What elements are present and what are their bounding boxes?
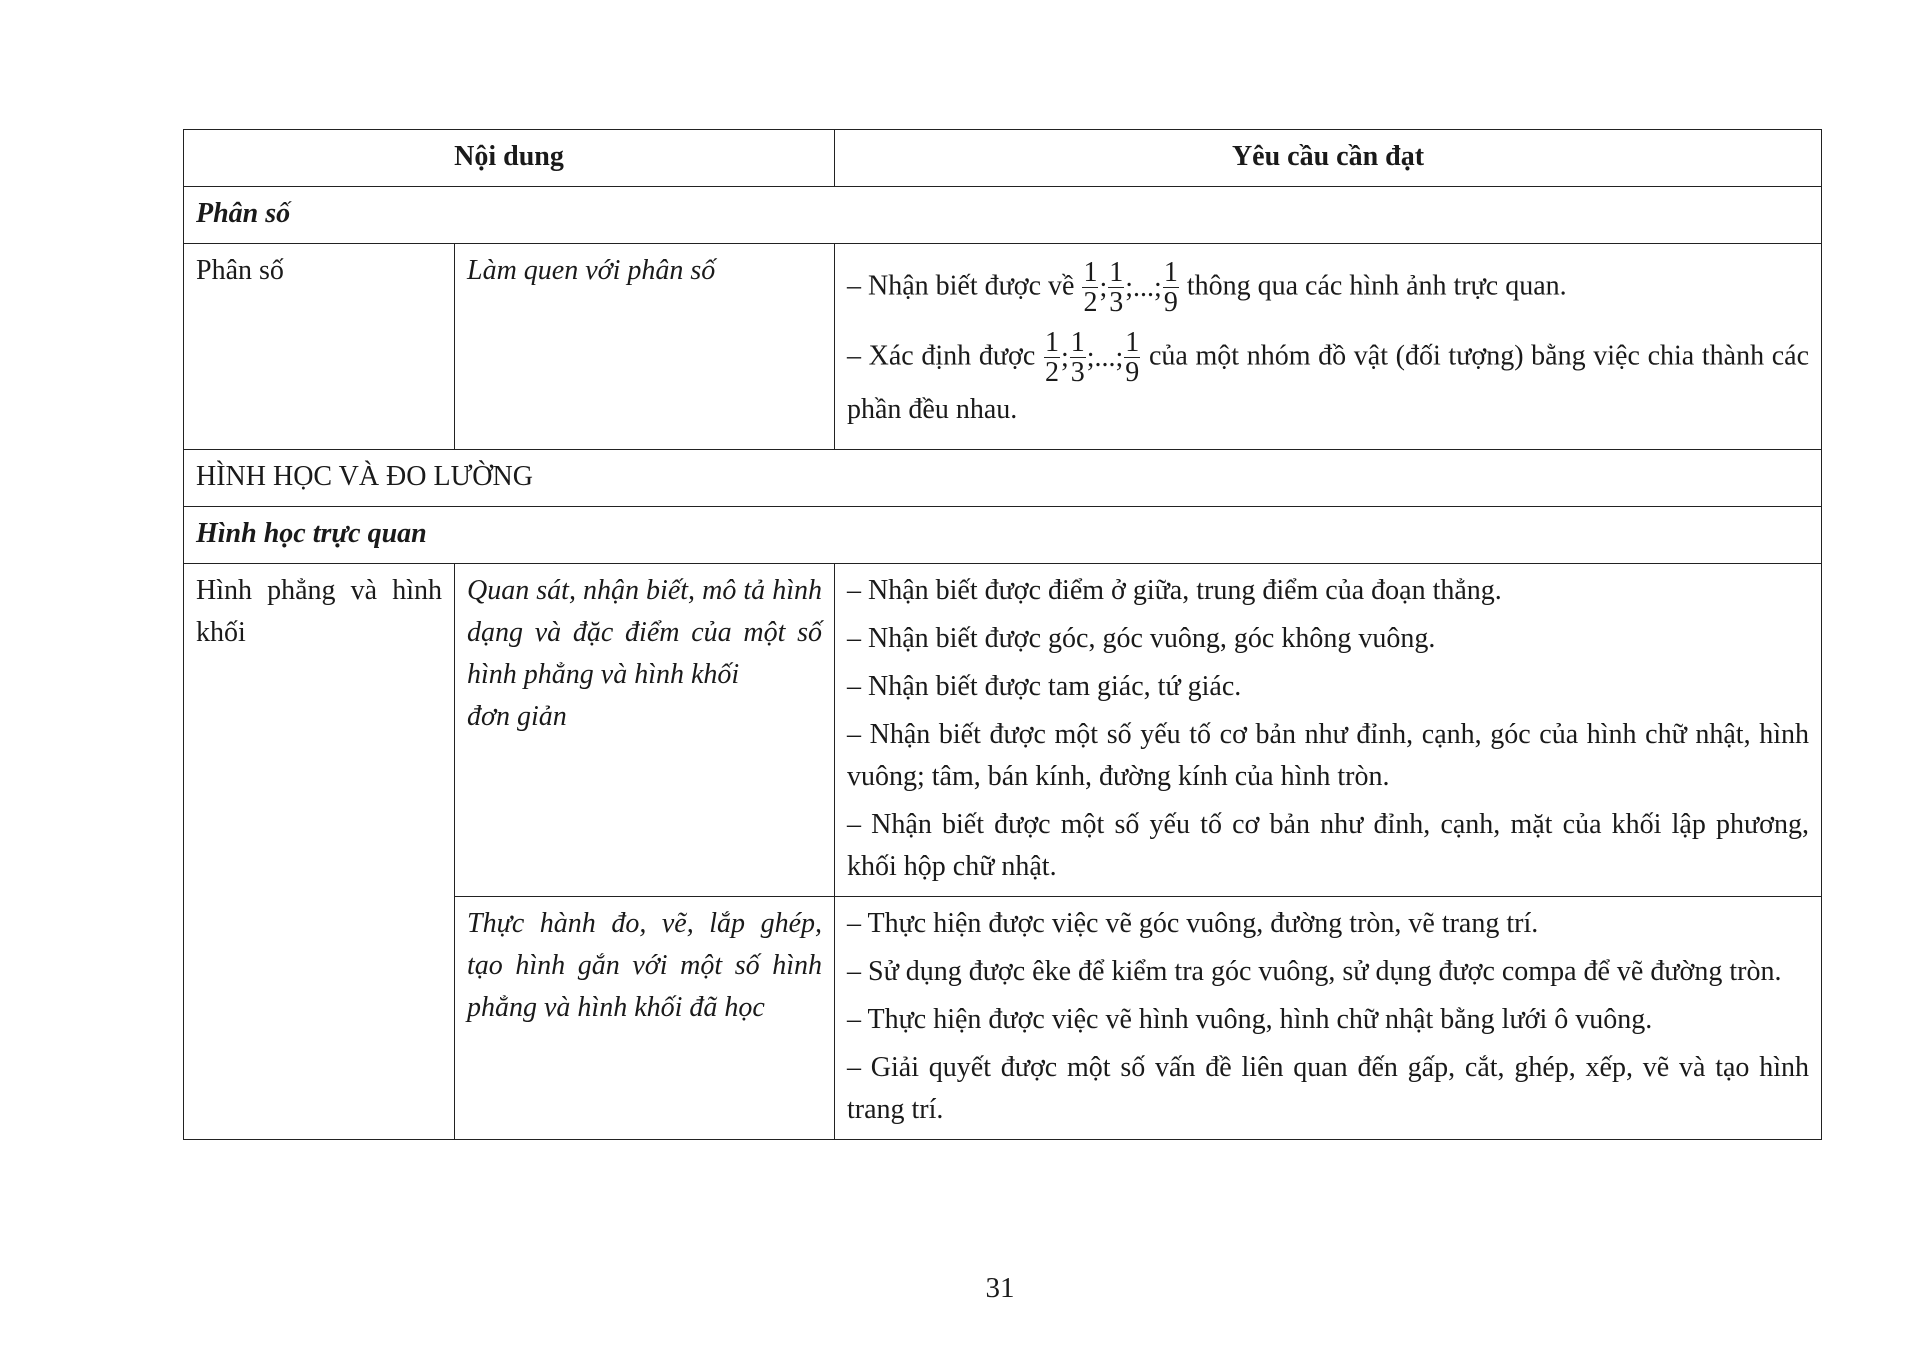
- requirement-text: thông qua các hình ảnh trực quan.: [1186, 270, 1567, 302]
- requirement-cell-practice: [835, 896, 1822, 1139]
- requirement-cell-observe: [835, 563, 1822, 896]
- section-row-fraction: [184, 187, 1822, 244]
- fraction-ellipsis: ...: [1133, 272, 1155, 304]
- fraction-one-half: [1082, 258, 1098, 318]
- section-row-geometry: [184, 449, 1822, 506]
- fraction-numerator: 1: [1163, 257, 1178, 288]
- subtopic-cell-practice: Thực hành đo, vẽ, lắp ghép, tạo hình gắn với một số hình phẳng và hình khối đã học: [455, 896, 835, 1139]
- fraction-denominator: 3: [1070, 357, 1085, 389]
- requirement-line: – Thực hiện được việc vẽ góc vuông, đường tròn, vẽ trang trí.: [847, 907, 1539, 939]
- requirement-line: – Thực hiện được việc vẽ hình vuông, hình chữ nhật bằng lưới ô vuông.: [847, 1003, 1653, 1035]
- fraction-separator: ;: [1060, 341, 1069, 373]
- subtopic-text: đơn giản: [467, 700, 567, 732]
- fraction-denominator: 9: [1125, 357, 1140, 389]
- requirement-line: – Nhận biết được một số yếu tố cơ bản như đỉnh, cạnh, mặt của khối lập phương, khối hộp chữ nhật.: [847, 808, 1809, 882]
- table-row-shapes-observe: [184, 563, 1822, 896]
- requirement-text: của một nhóm đồ vật (đối tượng) bằng việc chia thành các phần đều nhau.: [847, 340, 1810, 425]
- requirement-line: – Sử dụng được êke để kiểm tra góc vuông, sử dụng được compa để vẽ đường tròn.: [847, 955, 1782, 987]
- table-row-fraction: [184, 244, 1822, 450]
- requirement-line: – Giải quyết được một số vấn đề liên quan đến gấp, cắt, ghép, xếp, vẽ và tạo hình trang trí.: [847, 1051, 1809, 1125]
- requirement-line-identify-fractions: [847, 328, 1809, 431]
- requirement-line: – Nhận biết được một số yếu tố cơ bản như đỉnh, cạnh, góc của hình chữ nhật, hình vuông; tâm, bán kính, đường kính của hình tròn.: [847, 718, 1809, 792]
- requirement-text: – Xác định được: [847, 340, 1036, 372]
- requirement-line: – Nhận biết được góc, góc vuông, góc không vuông.: [847, 622, 1436, 654]
- subtopic-cell-observe: [455, 563, 835, 896]
- fraction-one-half: [1044, 328, 1060, 388]
- fraction-separator: ;: [1115, 341, 1124, 373]
- fraction-one-ninth: [1163, 258, 1179, 318]
- section-title-geometry: HÌNH HỌC VÀ ĐO LƯỜNG: [184, 449, 1822, 506]
- section-title-fraction: Phân số: [184, 187, 1822, 244]
- fraction-denominator: 3: [1109, 287, 1124, 319]
- fraction-separator: ;: [1086, 341, 1095, 373]
- page-number: 31: [985, 1272, 1015, 1304]
- fraction-denominator: 2: [1044, 357, 1059, 389]
- subtopic-text: Quan sát, nhận biết, mô tả hình dạng và đặc điểm của một số hình phẳng và hình khối: [467, 574, 822, 690]
- requirement-text: – Nhận biết được về: [847, 270, 1075, 302]
- topic-cell-fraction: Phân số: [184, 244, 455, 450]
- fraction-separator: ;: [1154, 272, 1162, 304]
- fraction-numerator: 1: [1109, 257, 1124, 288]
- fraction-separator: ;: [1125, 272, 1134, 304]
- fraction-numerator: 1: [1083, 257, 1098, 288]
- section-title-visual-geometry: Hình học trực quan: [184, 506, 1822, 563]
- header-content: Nội dung: [184, 130, 835, 187]
- fraction-separator: ;: [1099, 272, 1108, 304]
- header-requirement: Yêu cầu cần đạt: [835, 130, 1822, 187]
- fraction-ellipsis: ...: [1094, 341, 1116, 373]
- requirement-line-recognize-fractions: [847, 258, 1809, 318]
- curriculum-table: [183, 129, 1822, 1140]
- requirement-line: – Nhận biết được điểm ở giữa, trung điểm của đoạn thẳng.: [847, 574, 1502, 606]
- fraction-one-third: [1108, 258, 1124, 318]
- fraction-numerator: 1: [1070, 326, 1085, 358]
- fraction-one-ninth: [1124, 328, 1140, 388]
- requirement-cell-fraction: [835, 244, 1822, 450]
- requirement-line: – Nhận biết được tam giác, tứ giác.: [847, 670, 1242, 702]
- fraction-denominator: 9: [1163, 287, 1178, 319]
- fraction-denominator: 2: [1083, 287, 1098, 319]
- subtopic-cell-fraction: Làm quen với phân số: [455, 244, 835, 450]
- fraction-one-third: [1070, 328, 1086, 388]
- table-header-row: [184, 130, 1822, 187]
- fraction-numerator: 1: [1125, 326, 1140, 358]
- fraction-numerator: 1: [1044, 326, 1059, 358]
- section-row-visual-geometry: [184, 506, 1822, 563]
- topic-cell-shapes: Hình phẳng và hình khối: [184, 563, 455, 1139]
